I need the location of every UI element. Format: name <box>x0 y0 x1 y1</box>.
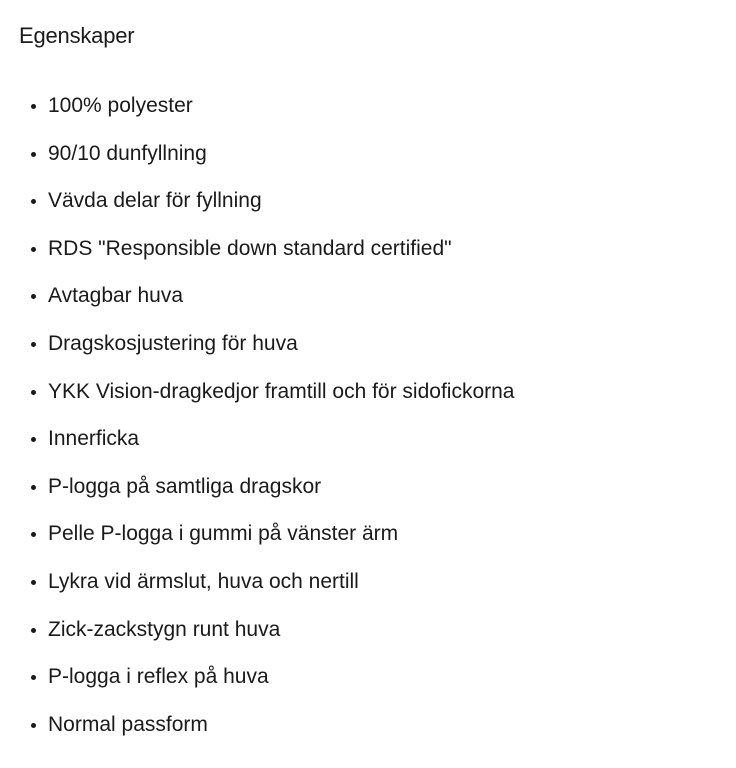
bullet-icon <box>31 532 36 537</box>
feature-text: P-logga i reflex på huva <box>48 665 269 689</box>
section-heading: Egenskaper <box>19 23 135 48</box>
feature-item <box>28 566 514 614</box>
bullet-icon <box>31 485 36 490</box>
bullet-icon <box>31 580 36 585</box>
feature-item <box>28 233 514 281</box>
feature-item <box>28 90 514 138</box>
feature-text: Normal passform <box>48 712 208 736</box>
feature-item <box>28 280 514 328</box>
feature-text: Lykra vid ärmslut, huva och nertill <box>48 569 359 593</box>
feature-text: P-logga på samtliga dragskor <box>48 474 322 498</box>
bullet-icon <box>31 104 36 109</box>
feature-item <box>28 471 514 519</box>
feature-item <box>28 328 514 376</box>
bullet-icon <box>31 342 36 347</box>
feature-text: 90/10 dunfyllning <box>48 141 207 165</box>
feature-item <box>28 661 514 709</box>
feature-item <box>28 376 514 424</box>
feature-text: Avtagbar huva <box>48 284 184 308</box>
feature-text: Zick-zackstygn runt huva <box>48 617 281 641</box>
bullet-icon <box>31 294 36 299</box>
feature-item <box>28 614 514 662</box>
feature-text: YKK Vision-dragkedjor framtill och för sidofickorna <box>48 379 515 403</box>
bullet-icon <box>31 247 36 252</box>
bullet-icon <box>31 390 36 395</box>
feature-text: Pelle P-logga i gummi på vänster ärm <box>48 522 399 546</box>
bullet-icon <box>31 723 36 728</box>
bullet-icon <box>31 437 36 442</box>
feature-text: Dragskosjustering för huva <box>48 331 298 355</box>
bullet-icon <box>31 152 36 157</box>
feature-text: Innerficka <box>48 427 140 451</box>
feature-text: RDS "Responsible down standard certified" <box>48 236 452 260</box>
feature-list <box>28 90 514 756</box>
feature-item <box>28 518 514 566</box>
feature-text: 100% polyester <box>48 94 193 117</box>
bullet-icon <box>31 199 36 204</box>
feature-item <box>28 423 514 471</box>
bullet-icon <box>31 628 36 633</box>
feature-text: Vävda delar för fyllning <box>48 189 262 213</box>
feature-item <box>28 138 514 186</box>
bullet-icon <box>31 675 36 680</box>
feature-item <box>28 709 514 757</box>
feature-item <box>28 185 514 233</box>
